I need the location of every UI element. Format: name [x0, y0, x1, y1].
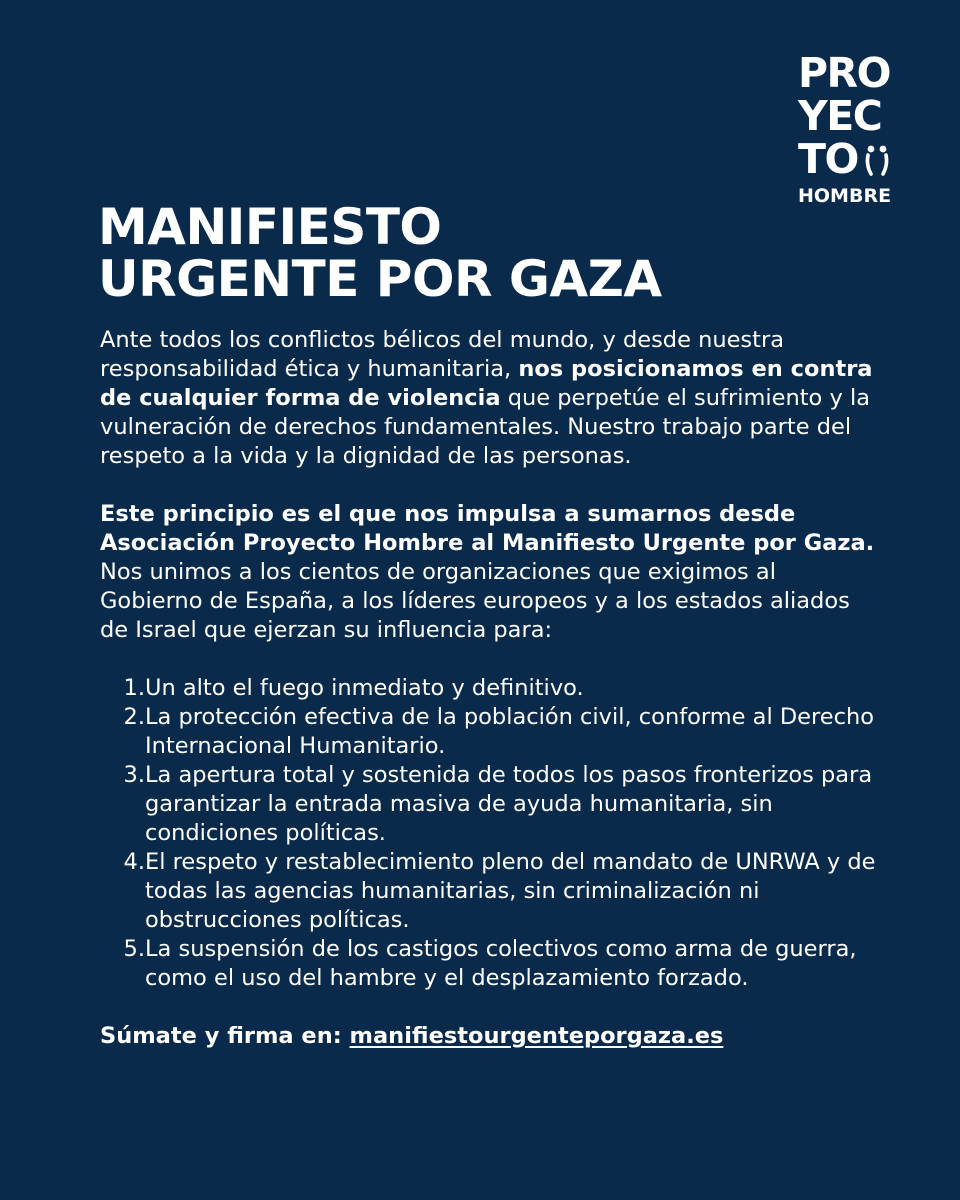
demand-number: 2. [123, 704, 145, 730]
page-title [98, 198, 662, 308]
manifesto-body [100, 326, 880, 1051]
intro-text-before: Ante todos los conflictos bélicos del mundo, y desde nuestra responsabilidad ética y humanitaria, [100, 327, 785, 382]
figures-icon [862, 143, 892, 177]
demand-item [100, 935, 880, 993]
logo-line-yec: YEC [798, 92, 882, 140]
demand-number: 1. [123, 675, 145, 701]
logo-to-text: TO [798, 135, 858, 183]
proyecto-hombre-logo [798, 49, 910, 207]
call-to-action [100, 1022, 880, 1051]
title-line-2: URGENTE POR GAZA [98, 250, 662, 308]
demand-number: 3. [123, 762, 145, 788]
title-line-1: MANIFIESTO [98, 198, 442, 256]
demand-text: El respeto y restablecimiento pleno del mandato de UNRWA y de todas las agencias humanitarias, sin criminalización ni obstrucciones políticas. [145, 849, 876, 933]
demand-item [100, 761, 880, 848]
logo-line-pro: PRO [798, 49, 890, 97]
principle-bold-text: Este principio es el que nos impulsa a sumarnos desde Asociación Proyecto Hombre al Manifiesto Urgente por Gaza. [100, 501, 875, 556]
logo-line-to [798, 135, 910, 183]
principle-text-after: Nos unimos a los cientos de organizaciones que exigimos al Gobierno de España, a los líderes europeos y a los estados aliados de Israel que ejerzan su influencia para: [100, 559, 850, 643]
footer-label: Súmate y firma en: [100, 1023, 350, 1049]
principle-paragraph [100, 500, 880, 645]
demand-text: La suspensión de los castigos colectivos como arma de guerra, como el uso del hambre y el desplazamiento forzado. [145, 936, 857, 991]
demand-item [100, 848, 880, 935]
logo-line-hombre: HOMBRE [798, 185, 892, 207]
demand-text: La apertura total y sostenida de todos los pasos fronterizos para garantizar la entrada masiva de ayuda humanitaria, sin condiciones políticas. [145, 762, 873, 846]
demands-list [100, 674, 880, 993]
manifesto-link[interactable]: manifiestourgenteporgaza.es [349, 1023, 724, 1049]
intro-paragraph [100, 326, 880, 471]
intro-bold-text: nos posicionamos en contra de cualquier forma de violencia [100, 356, 873, 411]
demand-number: 5. [123, 936, 145, 962]
demand-item [100, 703, 880, 761]
intro-text-after: que perpetúe el sufrimiento y la vulneración de derechos fundamentales. Nuestro trabajo parte del respeto a la vida y la dignidad de las personas. [100, 385, 870, 469]
demand-text: La protección efectiva de la población civil, conforme al Derecho Internacional Humanitario. [145, 704, 875, 759]
demand-item [100, 674, 880, 703]
demand-number: 4. [123, 849, 145, 875]
demand-text: Un alto el fuego inmediato y definitivo. [145, 675, 584, 701]
